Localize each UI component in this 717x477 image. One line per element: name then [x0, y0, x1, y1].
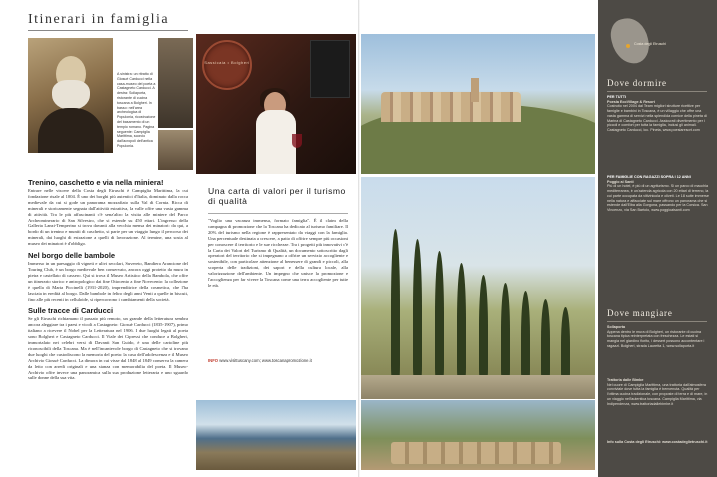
sleep-entry-1: PER TUTTI Poesia EcoVillage & Resort Costruito nel 2004 dal Team migliori strutture ricettive per famiglie e bambini in Toscana, è un villaggio che offre una vasta gamma di servizi nella splendida cornice della pineta di Marina di Castagneto Carducci. Assicurati divertimento per i piccoli e comfort per tutta la famiglia, inclusi gli animali. Castagneto Carducci, loc. Pineta, www.poesiaresort.com	[607, 95, 707, 132]
cypress-avenue-photo	[361, 177, 595, 399]
feature-divider	[208, 213, 348, 214]
feature-body	[208, 218, 348, 293]
article-heading-carducci: Sulle tracce di Carducci	[28, 306, 114, 316]
dove-mangiare-heading: Dove mangiare	[607, 308, 673, 318]
feature-info	[208, 358, 353, 363]
sleep-entry-2: PER FAMIGLIE CON RAGAZZI SOPRA I 12 ANNI Poggio ai Santi Più di un hotel, è più di un agriturismo. Si un parco di macchia mediterranea, è un'azienda agricola con 20 ettari di terreno, la cui parte occupata da vitivinicola e oliveti. Le 18 suite immerse nella natura e affacciate sul mare offrono un panorama che si estende dall'Elba alla Gorgona, passando per la Corsica. San Vincenzo, via San Bartolo, www.poggioaisanti.com	[607, 175, 709, 212]
article-paragraph-mine: Entrare nelle viscere della Costa degli Etruschi è Campiglia Marittima, la cui fondazione risale al 1004. È uno dei borghi più autentici d'Italia, dominato dalla rocca medievale da cui si gode un panorama mozzafiato sulla Val di Cornia. Ricca di minerali e storicamente segnata dall'attività estrattiva, la valle offre una vasta gamma di attività. Tra le più affascinanti c'è senz'altro la visita alle miniere del Parco Archeominerario di San Silvestro, che si estende su 450 ettari. L'ingresso della Galleria Lanzi-Temperino si trova davanti alla vecchia mensa dei minatori: da qui, a bordo di un trenino e muniti di caschetto, si parte per un viaggio lungo il percorso dei minerali, dai luoghi di estrazione a quelli di lavorazione. Al termine, una sosta al museo dei minatori è d'obbligo.	[28, 188, 188, 247]
article-left-column	[28, 178, 188, 385]
restaurant-wine-photo	[196, 34, 356, 174]
wine-logo	[202, 40, 252, 90]
sidebar	[598, 0, 717, 477]
museum-interior-photo	[158, 38, 193, 128]
eat-entry-1: Sollaporta Appena dentro le mura di Bolgheri, un ristorante di cucina toscana tipica reinterpretata con freschezza. Le estati si mangia nel giardino fiorito, i dessert possono accontentare i ragazzi. Bolgheri, strada Lauretta 1, www.sollaporta.it	[607, 325, 705, 348]
article-paragraph-dolls: Immerso in un paesaggio di vigneti e ulivi secolari, Suvereto, Bandiera Arancione del Touring Club, è un borgo medievale ben conservato, ancora oggi protetto da mura in pietra e castellato di cassero. Qui si trova il Museo Artistico della Bambola, che offre un itinerario storico e antropologico dai fine Ottocento a fine Novecento: la collezione è quella di Marta Piccinelli (1931-2020), imprenditrice della cosmetica, che l'ha lasciata in eredità al borgo. Dalle bambole in feltro degli anni Venti a quelle in biscuit, fino alle più recenti in celluloide, si ripercorrono i cambiamenti della società.	[28, 261, 188, 302]
feature-title: Una carta di valori per il turismo di qualità	[208, 186, 346, 206]
article-paragraph-carducci: Se gli Etruschi richiamano il passato più remoto, un grande della letteratura sembra ancora aleggiare tra i paesi e vicoli a Castagneto: Giosuè Carducci (1835-1907), primo italiano a ricevere il Nobel per la Letteratura nel 1906. I due luoghi legati al poeta sono Bolgheri e Castagneto Carducci. Il Viale dei Cipressi che conduce a Bolgheri, immortalato nei celebri versi di Davanti San Guido, è una delle cartoline più riconoscibili della Toscana. Ma è nell'incantevole borgo di Castagneto che si trovano due luoghi che custodiscono la memoria del poeta: la casa dell'adolescenza e il Museo Archivio Giosuè Carducci. La dimora in cui visse dal 1848 al 1849 conserva la camera da letto con arredi originali e una stanza con memorabilia del poeta. Il Museo-Archivio offre invece una panoramica sulla sua produzione letteraria e uno sguardo sulle donne della sua vita.	[28, 316, 188, 381]
info-links[interactable]: www.visittuscany.com; www.toscanapromozione.it	[219, 358, 312, 363]
info-label: INFO	[208, 358, 219, 363]
photo-caption: A sinistra: un ritratto di Giosuè Carducci nella casa-museo del poeta a Castagneto Carducci. A destra: Sollaporta, ristorante di cucina toscana a Bolgheri. In basso: nell'area archeologica di Populonia, ricostruzione del basamento di un tempio romano. Pagina seguente: Campiglia Marittima, scorcio dall'acropoli dell'antica Populonia.	[117, 72, 156, 148]
tuscany-map	[604, 12, 674, 74]
carducci-portrait-photo	[28, 38, 113, 153]
page-fold	[358, 0, 360, 477]
wine-glass-icon	[292, 134, 302, 148]
article-heading-dolls: Nel borgo delle bambole	[28, 251, 116, 261]
menu-board	[310, 40, 350, 98]
location-marker-icon	[626, 44, 630, 48]
section-title: Itinerari in famiglia	[28, 12, 170, 27]
eat-entry-2: Trattoria dalle Bimbe Nel cuore di Campiglia Marittima, una trattoria dall'atmosfera conviviale dove tutta la famiglia è benvenuta. Qualità per l'ottima cucina tradizionale, con proposte di terra e di mare, in un viaggio nell'autentica toscana. Campiglia Marittima, via Indipendenza, www.trattoriadallebimbe.it	[607, 378, 708, 406]
museum-detail-photo	[158, 130, 193, 170]
wine-badge-text: Sassicaia • Bolgheri	[204, 60, 250, 65]
feature-paragraph: "Voglio una vacanza immensa, formato famiglia". È il claim della campagna di promozione che la Toscana ha dedicato al turismo familiare. Il 20% del turismo nella regione è rappresentato da viaggi con la famiglia. Una percentuale destinata a crescere, a patto di offrire sempre più occasioni per conoscere il territorio e le sue ricchezze. Tra i progetti più innovativi c'è la Carta dei Valori del Turismo di Qualità, un documento sottoscritto dagli operatori del territorio che si impegnano a offrire un servizio accogliente e sostenibile, con particolare attenzione al benessere di grandi e piccoli, alla scoperta delle tradizioni, dei sapori e della cultura locale, alla valorizzazione dell'ambiente. Un impegno che unisce la promozione e l'accoglienza per far vivere la Toscana come una terra accogliente per tutte le età.	[208, 218, 348, 288]
populonia-ruins-photo	[361, 400, 595, 470]
title-divider	[28, 30, 188, 31]
article-heading-mine: Trenino, caschetto e via nella miniera!	[28, 178, 164, 187]
sidebar-footer: Info sulla Costa degli Etruschi: www.costadeglietruschi.it	[607, 440, 708, 444]
dove-dormire-heading: Dove dormire	[607, 78, 667, 88]
hilltop-village-photo	[361, 34, 595, 174]
map-label: Costa degli Etruschi	[634, 42, 666, 46]
coast-photo	[196, 400, 356, 470]
